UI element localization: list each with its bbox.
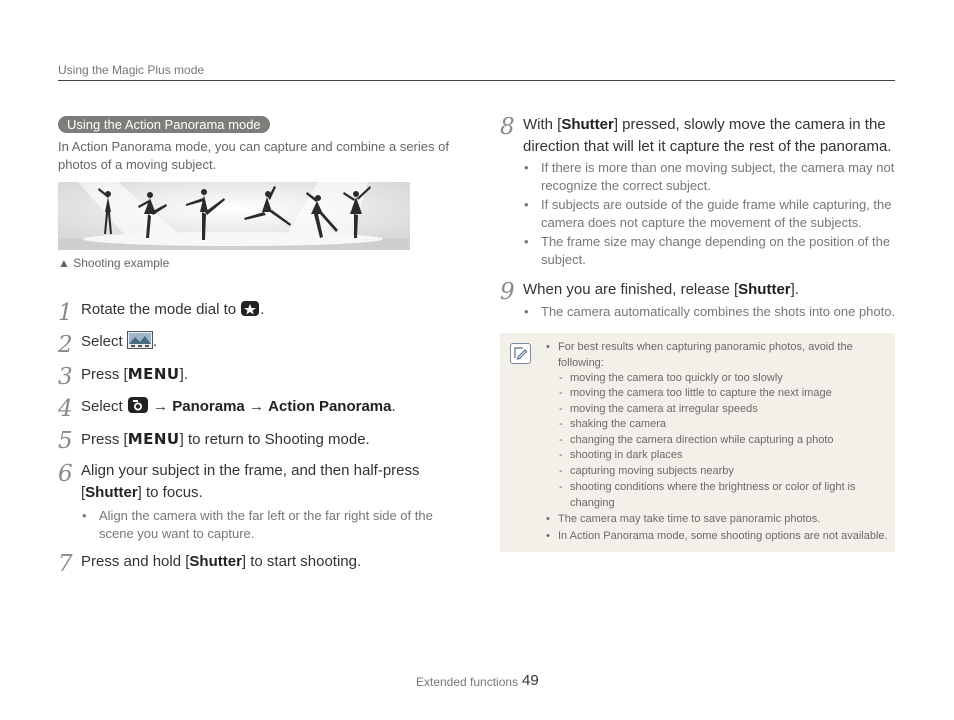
step-1-text: Rotate the mode dial to . — [81, 299, 264, 324]
step-5-text: Press [MENU] to return to Shooting mode. — [81, 430, 370, 448]
step-number: 4 — [58, 396, 73, 422]
note-pencil-icon — [510, 343, 531, 364]
shooting-example-image — [58, 182, 410, 250]
note-sub-item: - shaking the camera — [558, 417, 890, 433]
step-4-text: Select → Panorama → Action Panorama. — [81, 396, 396, 421]
menu-key: MENU — [127, 365, 180, 383]
step-number: 5 — [58, 428, 73, 454]
step-6-bullet: • Align the camera with the far left or the far right side of the scene you want to capture. — [82, 507, 449, 543]
step-number: 8 — [500, 114, 515, 140]
step-8-bullet: • If subjects are outside of the guide frame while capturing, the camera does not capture the movement of the subjects. — [524, 196, 911, 232]
panorama-mode-icon — [127, 331, 153, 356]
step-9-bullet: • The camera automatically combines the shots into one photo. — [524, 303, 911, 321]
step-number: 9 — [500, 279, 515, 305]
note-sub-item: - changing the camera direction while capturing a photo — [558, 433, 890, 449]
step-6-text: Align your subject in the frame, and then half-press [Shutter] to focus. — [81, 462, 420, 501]
note-bullet: • In Action Panorama mode, some shooting options are not available. — [546, 529, 898, 545]
section-intro: In Action Panorama mode, you can capture and combine a series of photos of a moving subject. — [58, 139, 449, 172]
note-sub-item: - shooting conditions where the brightness or color of light is changing — [558, 480, 870, 511]
page-number: 49 — [522, 672, 539, 689]
step-number: 1 — [58, 300, 73, 326]
step-number: 2 — [58, 332, 73, 358]
note-sub-item: - moving the camera too little to capture the next image — [558, 386, 890, 402]
header-divider — [58, 80, 895, 81]
step-8-text: With [Shutter] pressed, slowly move the camera in the direction that will let it capture the rest of the panorama. — [523, 116, 892, 155]
step-number: 6 — [58, 461, 73, 487]
step-number: 3 — [58, 364, 73, 390]
magic-plus-mode-icon — [240, 299, 260, 324]
step-number: 7 — [58, 551, 73, 577]
image-caption: ▲ Shooting example — [58, 256, 170, 270]
note-sub-item: - capturing moving subjects nearby — [558, 464, 890, 480]
section-title: Using the Action Panorama mode — [58, 116, 270, 133]
note-sub-item: - moving the camera at irregular speeds — [558, 402, 890, 418]
footer-section-label: Extended functions — [416, 675, 519, 689]
note-sub-item: - moving the camera too quickly or too slowly — [558, 371, 890, 387]
step-7-text: Press and hold [Shutter] to start shooting. — [81, 553, 362, 570]
step-2-text: Select . — [81, 331, 157, 356]
step-9-text: When you are finished, release [Shutter]. — [523, 281, 799, 298]
step-8-bullet: • If there is more than one moving subject, the camera may not recognize the correct subject. — [524, 159, 911, 195]
camera-icon — [127, 396, 149, 421]
menu-key: MENU — [127, 430, 180, 448]
note-bullet: • The camera may take time to save panoramic photos. — [546, 512, 888, 528]
note-bullet: • For best results when capturing panoramic photos, avoid the following: — [546, 340, 888, 371]
step-8-bullet: • The frame size may change depending on the position of the subject. — [524, 233, 911, 269]
step-3-text: Press [MENU]. — [81, 365, 188, 383]
running-header: Using the Magic Plus mode — [58, 63, 205, 77]
note-sub-item: - shooting in dark places — [558, 448, 890, 464]
